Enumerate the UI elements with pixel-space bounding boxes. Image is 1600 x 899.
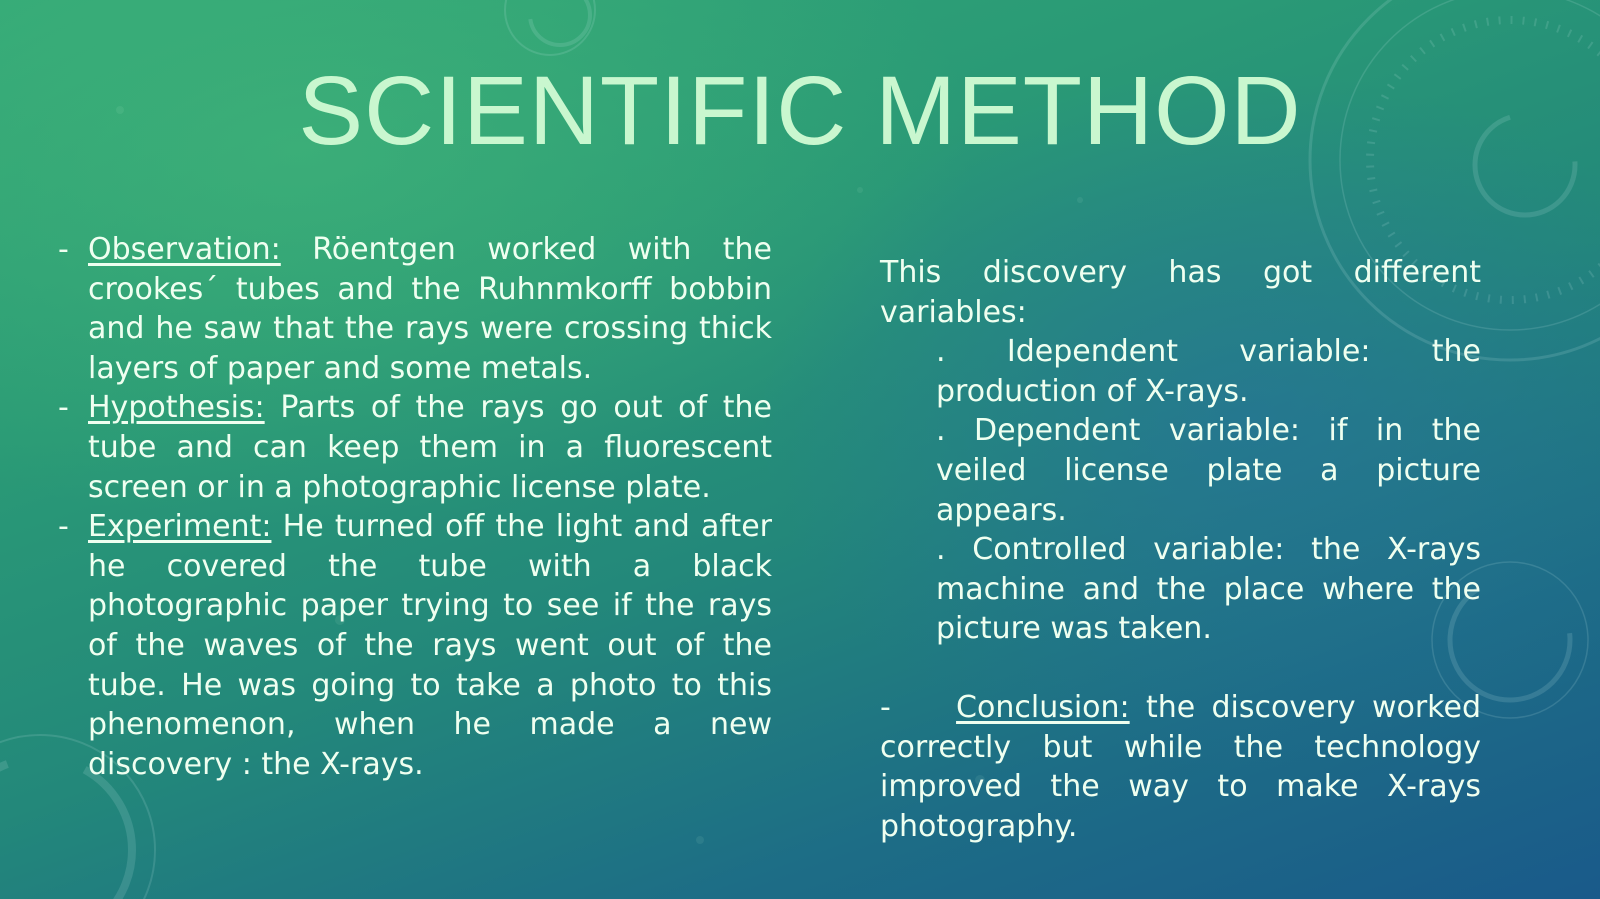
hypothesis-item <box>58 388 772 507</box>
right-column <box>880 253 1481 846</box>
conclusion-item <box>880 688 1481 846</box>
observation-term: Observation: <box>88 232 281 267</box>
experiment-item <box>58 507 772 784</box>
independent-variable: . Idependent variable: the production of X-rays. <box>936 334 1481 409</box>
spacer <box>880 649 1481 688</box>
bullet-dash: - <box>58 390 69 426</box>
conclusion-term: Conclusion: <box>956 689 1130 725</box>
variables-intro: This discovery has got different variables: <box>880 255 1481 330</box>
left-column <box>58 230 772 784</box>
hypothesis-term: Hypothesis: <box>88 390 265 426</box>
dependent-variable: . Dependent variable: if in the veiled license plate a picture appears. <box>936 413 1481 528</box>
controlled-variable: . Controlled variable: the X-rays machine and the place where the picture was taken. <box>936 532 1481 647</box>
bullet-dash: - <box>58 509 69 545</box>
observation-item <box>58 230 772 388</box>
experiment-text: He turned off the light and after he covered the tube with a black photographic paper trying to see if the rays of the waves of the rays went out of the tube. He was going to take a photo to this phenomenon, when he made a new discovery : the X-rays. <box>88 509 772 782</box>
bullet-dash: - <box>880 689 891 725</box>
experiment-term: Experiment: <box>88 509 272 545</box>
bullet-dash: - <box>58 232 69 267</box>
observation-text: Röentgen worked with the crookes´ tubes and the Ruhnmkorff bobbin and he saw that the rays were crossing thick layers of paper and some metals. <box>88 232 772 386</box>
hypothesis-text: Parts of the rays go out of the tube and can keep them in a fluorescent screen or in a photographic license plate. <box>88 390 772 505</box>
page-title: SCIENTIFIC METHOD <box>298 56 1302 165</box>
conclusion-text: the discovery worked correctly but while the technology improved the way to make X-rays photography. <box>880 689 1481 844</box>
